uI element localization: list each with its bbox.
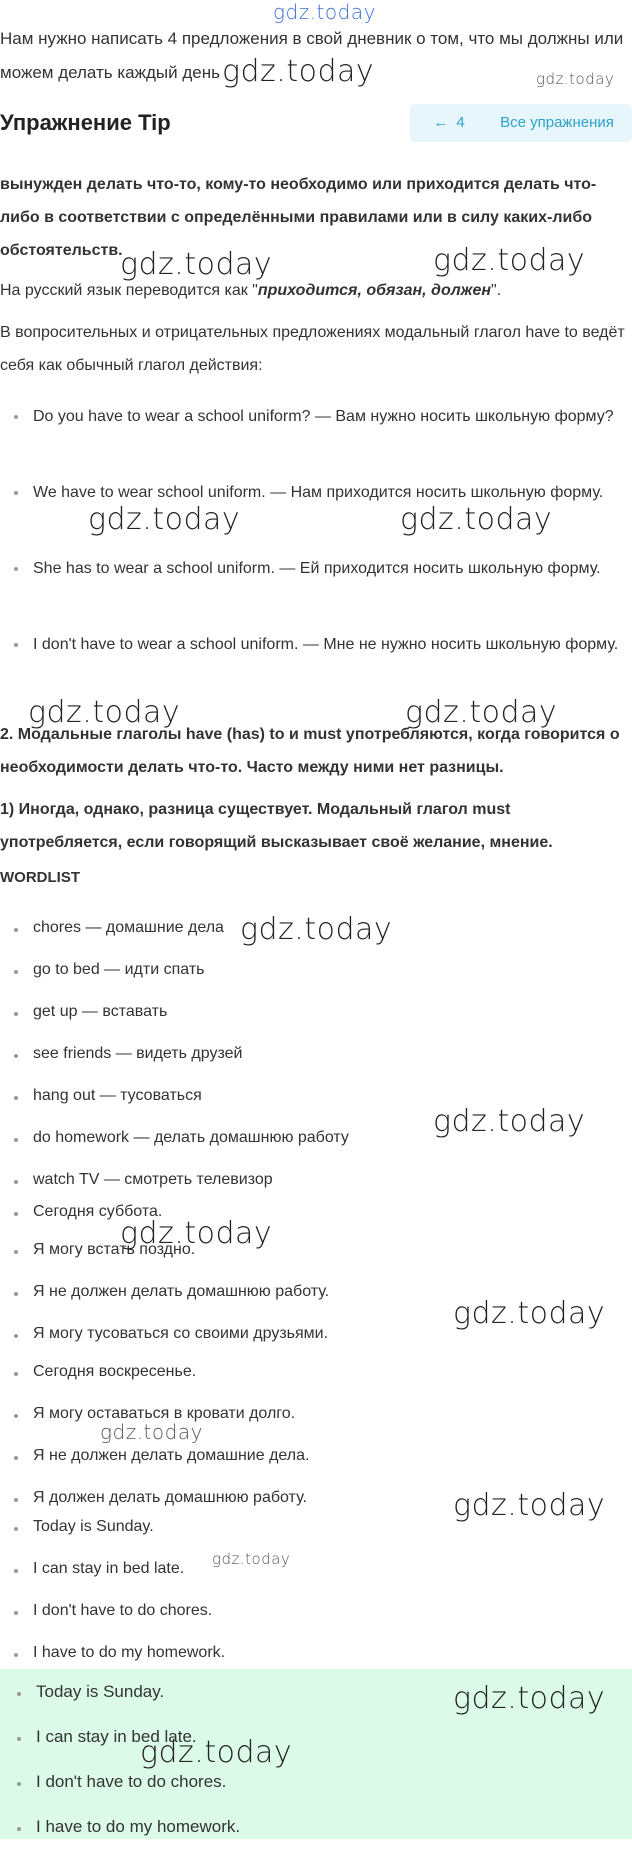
list-item: Today is Sunday. xyxy=(3,1677,632,1722)
watermark: gdz.today xyxy=(120,1216,273,1251)
arrow-left-icon: ← xyxy=(433,114,449,131)
watermark: gdz.today xyxy=(453,1488,606,1523)
list-item: I can stay in bed late. xyxy=(3,1722,632,1767)
translation-paragraph xyxy=(0,274,630,307)
list-item: get up — вставать xyxy=(0,991,630,1033)
list-item: I don't have to do chores. xyxy=(3,1767,632,1812)
list-item: Сегодня воскресенье. xyxy=(0,1359,630,1401)
exercise-header xyxy=(0,100,632,148)
list-item: She has to wear a school uniform. — Ей приходится носить школьную форму. xyxy=(0,552,630,628)
list-item: Я могу тусоваться со своими друзьями. xyxy=(0,1321,630,1359)
list-item: Я не должен делать домашнюю работу. xyxy=(0,1279,630,1321)
list-item: Я могу встать поздно. xyxy=(0,1237,630,1279)
watermark: gdz.today xyxy=(273,0,376,24)
list-item: I can stay in bed late. xyxy=(0,1556,630,1598)
watermark: gdz.today xyxy=(433,243,586,278)
watermark: gdz.today xyxy=(433,1104,586,1139)
list-item: Today is Sunday. xyxy=(0,1514,630,1556)
list-item: chores — домашние дела xyxy=(0,907,630,949)
russian-sentences xyxy=(0,1199,630,1515)
list-item: go to bed — идти спать xyxy=(0,949,630,991)
modal-rule-paragraph: 2. Модальные глаголы have (has) to и must употребляются, когда говорится о необходимости делать что-то. Часто между ними нет разницы. xyxy=(0,726,620,776)
wordlist xyxy=(0,907,630,1201)
list-item: Do you have to wear a school uniform? — Вам нужно носить школьную форму? xyxy=(0,400,630,476)
watermark: gdz.today xyxy=(222,54,375,89)
page-title: Упражнение Tip xyxy=(0,110,171,135)
watermark: gdz.today xyxy=(400,502,553,537)
watermark: gdz.today xyxy=(88,502,241,537)
translation-end: ". xyxy=(491,282,502,299)
watermark: gdz.today xyxy=(240,912,393,947)
list-item: Сегодня суббота. xyxy=(0,1199,630,1237)
previous-exercise-button[interactable] xyxy=(410,104,488,142)
list-item: Я не должен делать домашние дела. xyxy=(0,1443,630,1485)
english-sentences xyxy=(0,1514,630,1670)
list-item: watch TV — смотреть телевизор xyxy=(0,1159,630,1201)
translation-text: На русский язык переводится как " xyxy=(0,282,258,299)
all-exercises-button[interactable]: Все упражнения xyxy=(482,104,632,142)
wordlist-title: WORDLIST xyxy=(0,869,80,886)
watermark: gdz.today xyxy=(28,695,181,730)
list-item: I have to do my homework. xyxy=(0,1640,630,1670)
watermark: gdz.today xyxy=(536,70,615,88)
example-list xyxy=(0,400,630,704)
watermark: gdz.today xyxy=(120,247,273,282)
watermark: gdz.today xyxy=(100,1420,203,1444)
watermark: gdz.today xyxy=(140,1735,293,1770)
list-item: Я могу оставаться в кровати долго. xyxy=(0,1401,630,1443)
list-item: Я должен делать домашнюю работу. xyxy=(0,1485,630,1515)
list-item: do homework — делать домашнюю работу xyxy=(0,1117,630,1159)
previous-exercise-label: 4 xyxy=(456,114,465,131)
watermark: gdz.today xyxy=(212,1550,291,1568)
list-item: see friends — видеть друзей xyxy=(0,1033,630,1075)
must-rule-paragraph: 1) Иногда, однако, разница существует. Модальный глагол must употребляется, если говорящий высказывает своё желание, мнение. xyxy=(0,801,553,851)
question-rule-paragraph: В вопросительных и отрицательных предложениях модальный глагол have to ведёт себя как обычный глагол действия: xyxy=(0,324,625,374)
watermark: gdz.today xyxy=(405,695,558,730)
list-item: hang out — тусоваться xyxy=(0,1075,630,1117)
list-item: We have to wear school uniform. — Нам приходится носить школьную форму. xyxy=(0,476,630,552)
intro-text: Нам нужно написать 4 предложения в свой дневник о том, что мы должны или можем делать каждый день xyxy=(0,29,624,82)
watermark: gdz.today xyxy=(453,1296,606,1331)
list-item: I don't have to wear a school uniform. — Мне не нужно носить школьную форму. xyxy=(0,628,630,704)
theory-paragraph: вынужден делать что-то, кому-то необходимо или приходится делать что-либо в соответствии с определёнными правилами или в силу каких-либо обстоятельств. xyxy=(0,176,597,259)
translation-italic: приходится, обязан, должен xyxy=(257,282,492,299)
list-item: I don't have to do chores. xyxy=(0,1598,630,1640)
list-item: I have to do my homework. xyxy=(3,1812,632,1857)
watermark: gdz.today xyxy=(453,1681,606,1716)
